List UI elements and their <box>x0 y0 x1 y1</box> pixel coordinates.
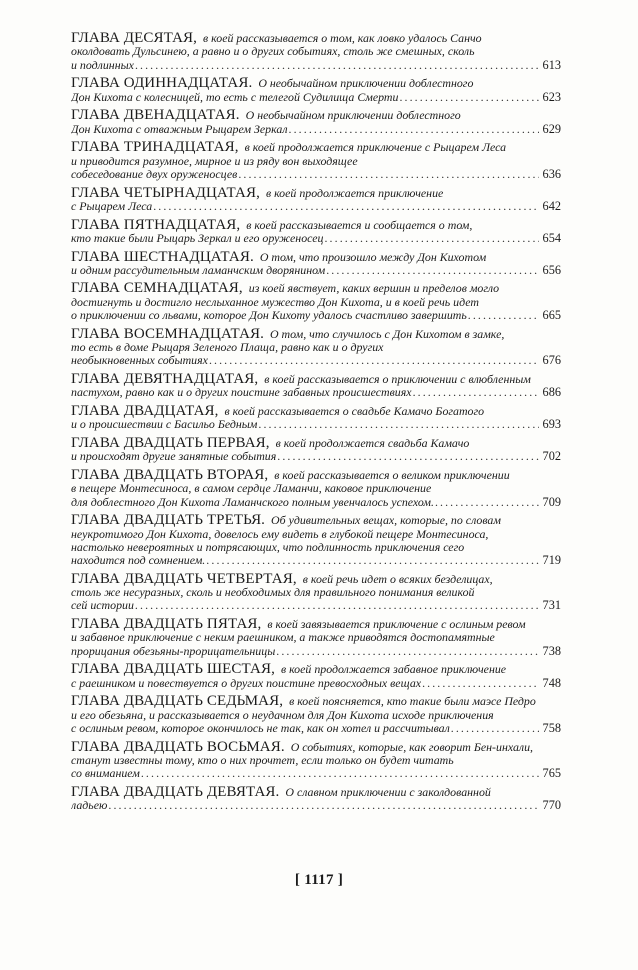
chapter-description-end: и происходят другие занятные события <box>71 450 277 464</box>
toc-entry-last-line <box>71 354 561 367</box>
chapter-description: столь же несуразных, сколь и необходимых для правильного понимания великой <box>71 586 475 600</box>
dot-leader <box>206 554 538 567</box>
chapter-description-end: с Рыцарем Леса <box>71 199 153 213</box>
chapter-description-end: Дон Кихота с колесницей, то есть с телегой Судилища Смерти <box>71 90 399 104</box>
chapter-description-end: и о происшествии с Басильо Бедным <box>71 418 258 432</box>
chapter-description-end: необыкновенных событиях <box>71 354 208 368</box>
toc-entry-line <box>71 695 561 708</box>
toc-entry-line <box>71 141 561 154</box>
toc-entry-line <box>71 709 561 722</box>
chapter-description: в коей продолжается свадьба Камачо <box>275 437 470 451</box>
toc-entry <box>71 373 561 400</box>
chapter-description: О том, что случилось с Дон Кихотом в замке, <box>269 327 505 341</box>
dot-leader <box>289 123 539 136</box>
toc-entry <box>71 77 561 104</box>
toc-entry-last-line <box>71 59 561 72</box>
dot-leader <box>276 645 538 658</box>
toc-entry-last-line <box>71 554 561 567</box>
page-ref: 731 <box>542 599 561 613</box>
chapter-description: и его обезьяна, и рассказывается о неудачном для Дон Кихота исходе приключения <box>71 708 494 722</box>
page-ref: 623 <box>542 90 561 104</box>
chapter-description-end: ладьею <box>71 799 108 813</box>
chapter-heading: ГЛАВА ЧЕТЫРНАДЦАТАЯ, <box>71 186 260 200</box>
dot-leader <box>258 418 538 431</box>
dot-leader <box>141 767 539 780</box>
toc-entry <box>71 786 561 813</box>
page-ref: 693 <box>542 418 561 432</box>
chapter-heading: ГЛАВА СЕМНАДЦАТАЯ, <box>71 282 243 296</box>
chapter-description: достигнуть и достигло неслыханное мужество Дон Кихота, и в коей речь идет <box>71 295 479 309</box>
toc-entry-last-line <box>71 91 561 104</box>
toc-entry-line <box>71 437 561 450</box>
chapter-description: в коей продолжается приключение с Рыцарем Леса <box>244 141 507 155</box>
toc-entry-line <box>71 786 561 799</box>
chapter-description: в коей завязывается приключение с ослиным ревом <box>267 618 526 632</box>
page-number: [ 1117 ] <box>294 872 344 888</box>
dot-leader <box>324 232 538 245</box>
toc-entry <box>71 663 561 690</box>
toc-entry-last-line <box>71 232 561 245</box>
chapter-heading: ГЛАВА ДВАДЦАТЬ ЧЕТВЕРТАЯ, <box>71 572 297 587</box>
dot-leader <box>326 264 538 277</box>
page-ref: 654 <box>542 231 561 245</box>
chapter-description-end: прорицания обезьяны-прорицательницы <box>71 644 276 658</box>
chapter-heading: ГЛАВА ДВАДЦАТЬ ПЯТАЯ, <box>71 618 262 632</box>
chapter-description-end: о приключении со львами, которое Дон Кихоту удалось счастливо завершить <box>71 309 467 323</box>
chapter-description: неукротимого Дон Кихота, довелось ему видеть в глубокой пещере Монтесиноса, <box>71 527 489 541</box>
toc-entry-line <box>71 341 561 354</box>
dot-leader <box>209 354 539 367</box>
dot-leader <box>238 168 538 181</box>
chapter-description: в коей рассказывается о приключении с влюбленным <box>264 373 531 387</box>
chapter-description: в коей рассказывается и сообщается о том, <box>246 218 473 232</box>
toc-entry-line <box>71 586 561 599</box>
chapter-heading: ГЛАВА ДВАДЦАТЬ ВОСЬМАЯ. <box>71 740 285 754</box>
toc-entry-line <box>71 251 561 264</box>
chapter-heading: ГЛАВА ШЕСТНАДЦАТАЯ. <box>71 250 254 264</box>
toc-entry-last-line <box>71 645 561 658</box>
toc-entry-line <box>71 282 561 295</box>
chapter-description-end: для доблестного Дон Кихота Ламанчского полным увенчалось успехом. <box>71 495 434 509</box>
chapter-description: настолько невероятных и потрясающих, что подлинность приключения сего <box>71 540 465 554</box>
chapter-heading: ГЛАВА ДВАДЦАТЬ ВТОРАЯ, <box>71 469 269 483</box>
toc-entry-last-line <box>71 123 561 136</box>
chapter-description: и приводится разумное, мирное и из ряду вон выходящее <box>71 154 358 168</box>
toc-entry <box>71 741 561 781</box>
toc-entry <box>71 405 561 432</box>
chapter-description: в коей рассказывается о том, как ловко удалось Санчо <box>203 32 482 45</box>
toc-entry <box>71 328 561 368</box>
page-ref: 676 <box>542 354 561 368</box>
page-ref: 613 <box>542 58 561 72</box>
chapter-description: из коей явствует, каких вершин и пределов могло <box>248 282 500 296</box>
toc-entry <box>71 219 561 246</box>
toc-entry-last-line <box>71 200 561 213</box>
toc-entry-line <box>71 328 561 341</box>
dot-leader <box>399 91 538 104</box>
chapter-heading: ГЛАВА ТРИНАДЦАТАЯ, <box>71 141 239 155</box>
dot-leader <box>468 309 539 322</box>
toc-entry <box>71 618 561 658</box>
page-ref: 765 <box>542 767 561 781</box>
page-ref: 738 <box>542 644 561 658</box>
page-ref: 748 <box>542 676 561 690</box>
page-ref: 719 <box>542 554 561 568</box>
toc-entry-line <box>71 528 561 541</box>
chapter-heading: ГЛАВА ПЯТНАДЦАТАЯ, <box>71 218 241 232</box>
toc-entry-last-line <box>71 677 561 690</box>
toc-entry-line <box>71 32 561 45</box>
toc-entry-line <box>71 663 561 676</box>
chapter-description: в пещере Монтесиноса, в самом сердце Ламанчи, каковое приключение <box>71 482 432 496</box>
page-ref: 686 <box>542 386 561 400</box>
toc-entry <box>71 573 561 613</box>
toc-entry-line <box>71 109 561 122</box>
toc-entry-last-line <box>71 309 561 322</box>
chapter-description: Об удивительных вещах, которые, по словам <box>271 514 501 528</box>
toc-entry <box>71 251 561 278</box>
toc-entry-line <box>71 405 561 418</box>
chapter-heading: ГЛАВА ВОСЕМНАДЦАТАЯ. <box>71 327 264 342</box>
chapter-heading: ГЛАВА ДВАДЦАТЬ ШЕСТАЯ, <box>71 663 275 677</box>
toc-entry-line <box>71 514 561 527</box>
chapter-heading: ГЛАВА ДВАДЦАТЬ ПЕРВАЯ, <box>71 437 270 451</box>
table-of-contents <box>71 32 561 818</box>
page-ref: 642 <box>542 199 561 213</box>
chapter-description-end: собеседование двух оруженосцев <box>71 167 238 181</box>
chapter-heading: ГЛАВА ДЕСЯТАЯ, <box>71 32 197 46</box>
chapter-description: то есть в доме Рыцаря Зеленого Плаща, равно как и о других <box>71 341 384 355</box>
toc-entry-last-line <box>71 264 561 277</box>
toc-entry-last-line <box>71 599 561 612</box>
page-ref: 758 <box>542 722 561 735</box>
dot-leader <box>413 386 539 399</box>
toc-entry-line <box>71 754 561 767</box>
chapter-description-end: с раешником и повествуется о других поистине превосходных вещах <box>71 676 422 690</box>
toc-entry-last-line <box>71 386 561 399</box>
chapter-description-end: и подлинных <box>71 58 134 72</box>
chapter-description: О событиях, которые, как говорит Бен-инхали, <box>290 740 534 754</box>
dot-leader <box>422 677 538 690</box>
toc-entry-line <box>71 77 561 90</box>
chapter-heading: ГЛАВА ДВАДЦАТЬ ДЕВЯТАЯ. <box>71 785 280 800</box>
page-ref: 656 <box>542 263 561 277</box>
toc-entry-last-line <box>71 168 561 181</box>
toc-entry-last-line <box>71 496 561 509</box>
chapter-description: и забавное приключение с неким раешником, а также приводятся достопамятные <box>71 631 495 645</box>
chapter-description: в коей речь идет о всяких безделицах, <box>302 572 493 586</box>
toc-entry <box>71 32 561 72</box>
toc-entry-line <box>71 482 561 495</box>
dot-leader <box>153 200 538 213</box>
toc-entry-line <box>71 741 561 754</box>
toc-entry-last-line <box>71 799 561 812</box>
dot-leader <box>435 496 539 509</box>
dot-leader <box>277 450 538 463</box>
chapter-heading: ГЛАВА ДВАДЦАТЬ СЕДЬМАЯ, <box>71 695 284 709</box>
chapter-description-end: кто такие были Рыцарь Зеркал и его оруженосец <box>71 231 324 245</box>
chapter-description: О необычайном приключении доблестного <box>258 77 474 91</box>
toc-entry-line <box>71 187 561 200</box>
dot-leader <box>135 599 539 612</box>
toc-entry-last-line <box>71 722 561 735</box>
chapter-heading: ГЛАВА ДВАДЦАТЬ ТРЕТЬЯ. <box>71 514 266 528</box>
toc-entry-last-line <box>71 767 561 780</box>
toc-entry <box>71 469 561 509</box>
toc-entry-line <box>71 155 561 168</box>
chapter-description-end: и одним рассудительным ламанчским дворянином <box>71 263 326 277</box>
page-ref: 702 <box>542 450 561 464</box>
toc-entry <box>71 109 561 136</box>
chapter-heading: ГЛАВА ОДИННАДЦАТАЯ. <box>71 77 253 91</box>
toc-entry <box>71 695 561 735</box>
page-ref: 770 <box>542 799 561 813</box>
toc-entry-last-line <box>71 450 561 463</box>
chapter-description-end: находится под сомнением. <box>71 554 206 568</box>
toc-entry-line <box>71 219 561 232</box>
page-ref: 665 <box>542 309 561 323</box>
toc-entry-line <box>71 541 561 554</box>
toc-entry <box>71 514 561 567</box>
dot-leader <box>108 799 538 812</box>
chapter-description: в коей продолжается забавное приключение <box>280 663 507 677</box>
toc-entry-line <box>71 296 561 309</box>
toc-entry <box>71 141 561 181</box>
dot-leader <box>135 59 539 72</box>
toc-entry <box>71 187 561 214</box>
chapter-heading: ГЛАВА ДВЕНАДЦАТАЯ. <box>71 109 240 123</box>
toc-entry-last-line <box>71 418 561 431</box>
toc-entry-line <box>71 631 561 644</box>
toc-entry-line <box>71 618 561 631</box>
chapter-description-end: со вниманием <box>71 767 140 781</box>
toc-entry-line <box>71 373 561 386</box>
page-ref: 709 <box>542 495 561 509</box>
toc-entry-line <box>71 573 561 586</box>
chapter-description: в коей рассказывается о свадьбе Камачо Богатого <box>224 405 485 419</box>
chapter-description-end: Дон Кихота с отважным Рыцарем Зеркал <box>71 122 288 136</box>
chapter-description-end: пастухом, равно как и о других поистине забавных происшествиях <box>71 386 412 400</box>
chapter-description: в коей поясняется, кто такие были маэсе Педро <box>289 695 536 709</box>
chapter-description-end: с ослиным ревом, которое окончилось не так, как он хотел и рассчитывал <box>71 722 450 735</box>
page-ref: 636 <box>542 167 561 181</box>
chapter-description: в коей рассказывается о великом приключении <box>274 469 510 482</box>
toc-entry-line <box>71 45 561 58</box>
chapter-description: О славном приключении с заколдованной <box>285 785 491 799</box>
chapter-description: в коей продолжается приключение <box>265 186 444 200</box>
chapter-heading: ГЛАВА ДЕВЯТНАДЦАТАЯ, <box>71 373 259 387</box>
chapter-description: станут известны тому, кто о них прочтет, если только он будет читать <box>71 753 454 767</box>
toc-entry-line <box>71 469 561 482</box>
page-ref: 629 <box>542 122 561 136</box>
chapter-description: О том, что произошло между Дон Кихотом <box>259 250 487 264</box>
chapter-description-end: сей истории <box>71 599 134 613</box>
chapter-description: О необычайном приключении доблестного <box>245 109 461 123</box>
dot-leader <box>451 722 539 735</box>
toc-entry <box>71 437 561 464</box>
chapter-description: околдовать Дульсинею, а равно и о других событиях, столь же смешных, сколь <box>71 45 475 59</box>
toc-entry <box>71 282 561 322</box>
chapter-heading: ГЛАВА ДВАДЦАТАЯ, <box>71 405 219 419</box>
